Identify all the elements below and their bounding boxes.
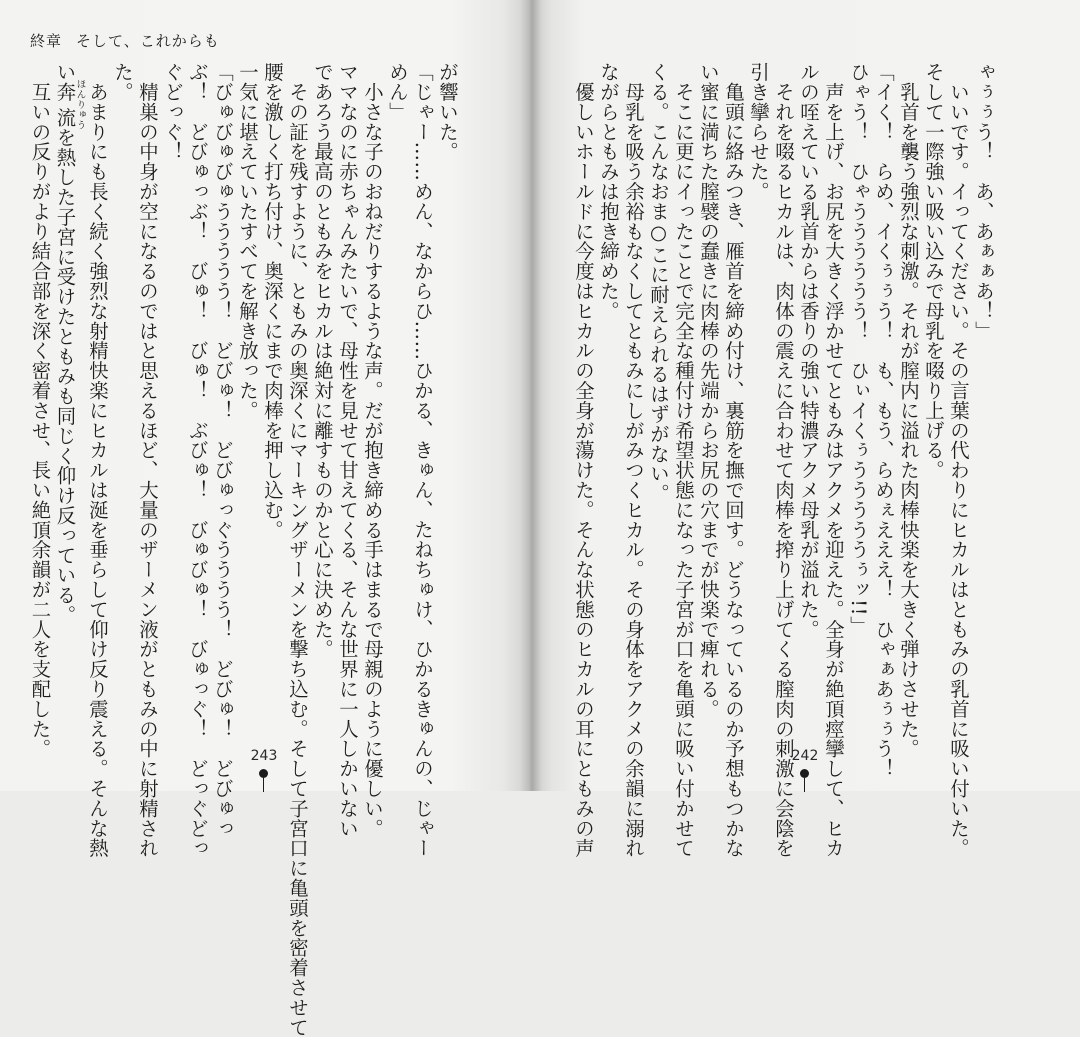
text-line: 「じゃー……めん、なからひ……ひかる、きゅん、たねちゅけ、ひかるきゅんの、じゃー — [411, 62, 434, 858]
furigana-base: 奔流 — [53, 79, 77, 131]
text-line: ママなのに赤ちゃんみたいで、母性を見せて甘えてくる、そんな世界に一人しかいない — [336, 62, 359, 839]
chapter-title: そして、これからも — [76, 32, 220, 50]
text-line: 乳首を襲う強烈な刺激。それが膣内に溢れた肉棒快楽を大きく弾けさせた。 — [897, 62, 920, 759]
text-segment: い — [53, 62, 77, 82]
text-line: ぶ！ どびゅっぶ！ びゅ！ びゅ！ ぶびゅ！ びゅびゅ！ びゅっぐ！ どっぐどっ — [186, 62, 209, 858]
text-line: ひゃう！ ひゃうううううう！ ひぃイくぅうううううぅッ!!」 — [847, 62, 870, 636]
text-line: ゃぅぅう！ あ、あぁぁあ！」 — [972, 62, 995, 341]
text-line: 声を上げ、お尻を大きく浮かせてともみはアクメを迎えた。全身が絶頂痙攣して、ヒカ — [822, 62, 845, 858]
text-line: そして一際強い吸い込みで母乳を啜り上げる。 — [922, 62, 945, 480]
page-number-right: 242 — [791, 748, 819, 764]
page-mark-icon — [259, 769, 268, 778]
text-line: であろう最高のともみをヒカルは絶対に離すものかと心に決めた。 — [311, 62, 334, 659]
text-line: 亀頭に絡みつき、雁首を締め付け、裏筋を撫で回す。どうなっているのか予想もつかな — [722, 62, 745, 858]
text-line: が響いた。 — [436, 62, 459, 162]
text-line: 「イく！ らめ、イくぅぅう！ も、もう、らめぇえええ！ ひゃぁあぅぅう！ — [872, 62, 895, 779]
text-line: 母乳を吸う余裕もなくしてともみにしがみつくヒカル。その身体をアクメの余韻に溺れ — [622, 62, 645, 858]
page-mark-icon — [800, 769, 809, 778]
text-line: 「びゅびゅびゅううううう！ どびゅ！ どびゅっぐうううう！ どびゅ！ どびゅっ — [211, 62, 234, 839]
text-line: 優しいホールドに今度はヒカルの全身が蕩けた。そんな状態のヒカルの耳にともみの声 — [572, 62, 595, 858]
text-line: あまりにも長く続く強烈な射精快楽にヒカルは涎を垂らして仰け反り震える。そんな熱 — [86, 62, 109, 858]
page-number-left: 243 — [250, 748, 278, 764]
text-line: た。 — [111, 62, 134, 102]
text-line: ながらともみは抱き締めた。 — [597, 62, 620, 321]
text-line: 腰を激しく打ち付け、奥深くにまで肉棒を押し込む。 — [261, 62, 284, 540]
text-line: い蜜に満ちた膣襞の蠢きに肉棒の先端からお尻の穴までが快楽で痺れる。 — [697, 62, 720, 719]
text-line: くる。こんなおま○こに耐えられるはずがない。 — [647, 62, 670, 504]
text-line-with-ruby — [53, 62, 86, 742]
running-head — [30, 30, 220, 51]
text-line: ルの咥えている乳首からは香りの強い特濃アクメ母乳が溢れた。 — [797, 62, 820, 640]
text-line: 一気に堪えていたすべてを解き放った。 — [236, 62, 259, 421]
text-line: 引き攣らせた。 — [747, 62, 770, 202]
left-page — [0, 0, 530, 1037]
text-line: それを啜るヒカルは、肉体の震えに合わせて肉棒を搾り上げてくる膣肉の刺激に会陰を — [772, 62, 795, 858]
text-segment: を熱した子宮に受けたともみも同じく仰け反っている。 — [53, 127, 77, 625]
furigana-reading: ほんりゅう — [74, 79, 86, 131]
text-line: 互いの反りがより結合部を深く密着させ、長い絶頂余韻が二人を支配した。 — [28, 62, 52, 759]
text-line: その証を残すように、ともみの奥深くにマーキングザーメンを撃ち込む。そして子宮口に亀頭を密着させて — [286, 62, 309, 1037]
text-line: ぐどっぐ！ — [161, 62, 184, 162]
text-line: 小さな子のおねだりするような声。だが抱き締める手はまるで母親のように優しい。 — [361, 62, 384, 839]
text-line: いいです。イってください。その言葉の代わりにヒカルはともみの乳首に吸い付いた。 — [947, 62, 970, 858]
text-line: めん」 — [386, 62, 409, 122]
text-line: そこに更にイったことで完全な種付け希望状態になった子宮が口を亀頭に吸い付かせて — [672, 62, 695, 858]
book-gutter — [520, 0, 542, 791]
furigana-word — [53, 79, 86, 131]
text-line: 精巣の中身が空になるのではと思えるほど、大量のザーメン液がともみの中に射精され — [136, 62, 159, 858]
chapter-label: 終章 — [30, 32, 63, 50]
